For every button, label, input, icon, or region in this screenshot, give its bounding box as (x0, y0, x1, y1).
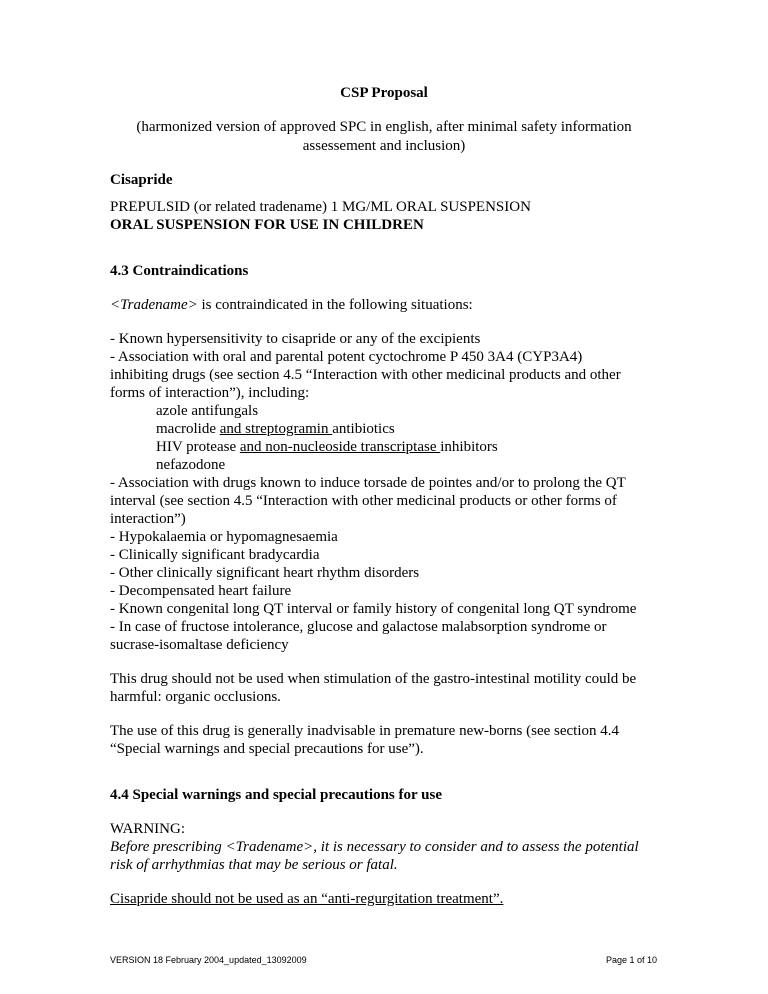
substance-name: Cisapride (110, 172, 173, 188)
contraindication-line: - Hypokalaemia or hypomagnesaemia (110, 529, 338, 545)
drug-class-hiv (156, 438, 498, 457)
contraindication-line: - Other clinically significant heart rhythm disorders (110, 565, 420, 581)
contraindication-intro-text: is contraindicated in the following situations: (197, 297, 473, 313)
product-form: ORAL SUSPENSION FOR USE IN CHILDREN (110, 217, 424, 233)
drug-class-inserted-text: and streptogramin (219, 421, 333, 437)
subtitle-line-2: assessement and inclusion) (302, 138, 466, 154)
drug-class-nefazodone: nefazodone (156, 457, 226, 473)
contraindication-line: - Association with drugs known to induce torsade de pointes and/or to prolong the QT (110, 475, 626, 491)
contraindication-line: interval (see section 4.5 “Interaction with other medicinal products or other forms of (110, 493, 617, 509)
contraindication-intro (110, 296, 473, 315)
drug-class-text: inhibitors (440, 439, 498, 455)
drug-class-text: antibiotics (332, 421, 395, 437)
contraindication-line: forms of interaction”), including: (110, 385, 310, 401)
warning-text-line: risk of arrhythmias that may be serious or fatal. (110, 857, 398, 873)
contraindication-line: - Decompensated heart failure (110, 583, 292, 599)
drug-class-macrolide (156, 420, 395, 439)
drug-class-azole: azole antifungals (156, 403, 259, 419)
product-name: PREPULSID (or related tradename) 1 MG/ML ORAL SUSPENSION (110, 199, 531, 215)
paragraph-line: The use of this drug is generally inadvisable in premature new-borns (see section 4.4 (110, 723, 620, 739)
paragraph-line: harmful: organic occlusions. (110, 689, 281, 705)
drug-class-inserted-text: and non-nucleoside transcriptase (239, 439, 441, 455)
regurgitation-warning: Cisapride should not be used as an “anti-regurgitation treatment”. (110, 891, 504, 907)
contraindication-line: sucrase-isomaltase deficiency (110, 637, 289, 653)
section-4-3-heading: 4.3 Contraindications (110, 263, 249, 279)
warning-text-line: Before prescribing <Tradename>, it is necessary to consider and to assess the potential (110, 839, 639, 855)
drug-class-text: HIV protease (156, 439, 240, 455)
tradename-placeholder: <Tradename> (110, 297, 198, 313)
subtitle-line-1: (harmonized version of approved SPC in english, after minimal safety information (136, 119, 632, 135)
section-4-4-heading: 4.4 Special warnings and special precautions for use (110, 787, 442, 803)
contraindication-line: - Association with oral and parental potent cyctochrome P 450 3A4 (CYP3A4) (110, 349, 583, 365)
contraindication-line: - In case of fructose intolerance, glucose and galactose malabsorption syndrome or (110, 619, 607, 635)
contraindication-line: interaction”) (110, 511, 186, 527)
footer-version: VERSION 18 February 2004_updated_13092009 (110, 955, 307, 965)
document-title: CSP Proposal (340, 85, 428, 101)
contraindication-line: - Clinically significant bradycardia (110, 547, 320, 563)
footer-page-number: Page 1 of 10 (605, 955, 657, 965)
contraindication-line: - Known hypersensitivity to cisapride or any of the excipients (110, 331, 481, 347)
drug-class-text: macrolide (156, 421, 220, 437)
paragraph-line: “Special warnings and special precautions for use”). (110, 741, 424, 757)
contraindication-line: - Known congenital long QT interval or family history of congenital long QT syndrome (110, 601, 637, 617)
contraindication-line: inhibiting drugs (see section 4.5 “Interaction with other medicinal products and other (110, 367, 621, 383)
paragraph-line: This drug should not be used when stimulation of the gastro-intestinal motility could be (110, 671, 637, 687)
warning-label: WARNING: (110, 821, 185, 837)
